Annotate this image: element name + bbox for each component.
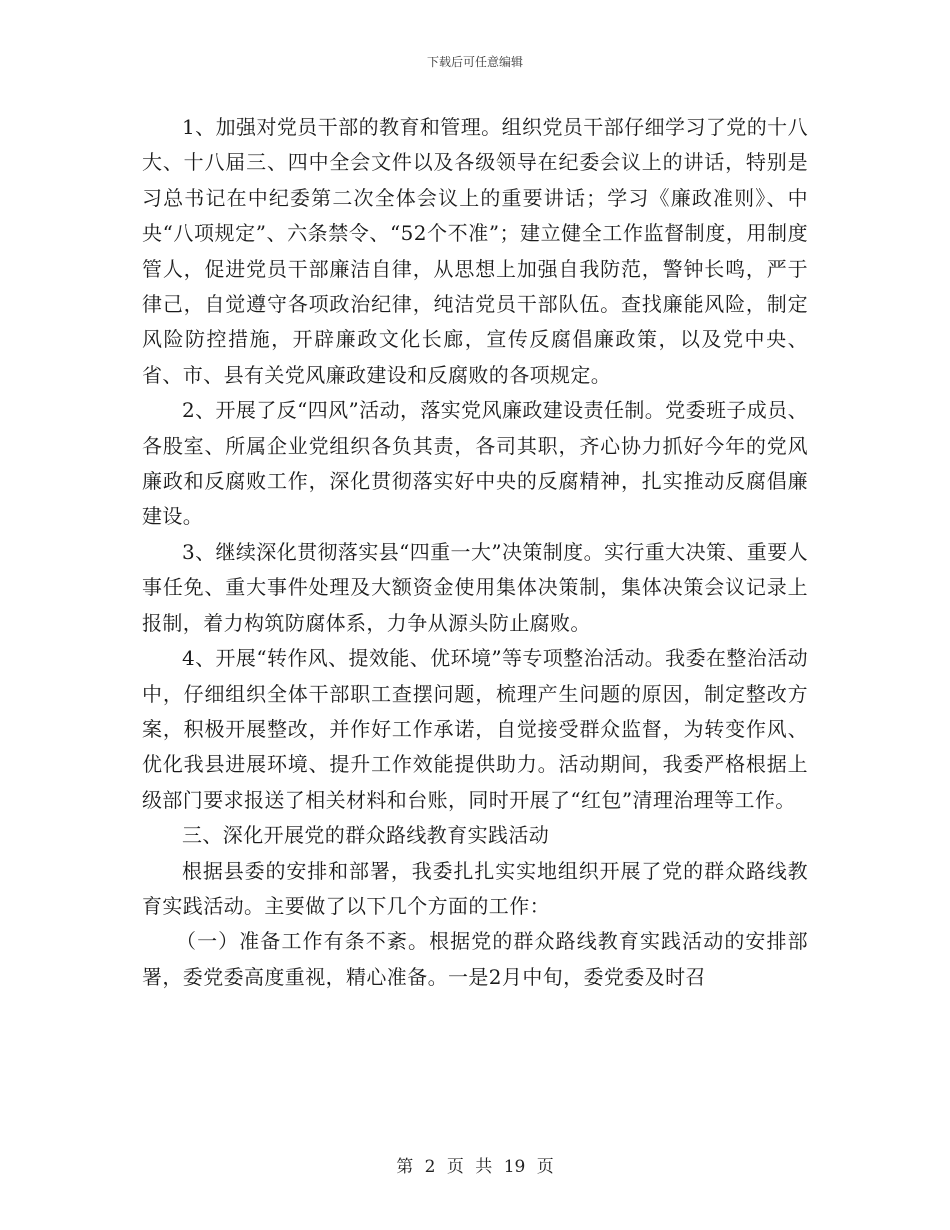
section-heading: 三、深化开展党的群众路线教育实践活动 <box>182 823 550 848</box>
page-header: 下载后可任意编辑 <box>426 55 523 69</box>
paragraph-2: 2、开展了反“四风”活动，落实党风廉政建设责任制。党委班子成员、各股室、所属企业党组织各负其责，各司其职，齐心协力抓好今年的党风廉政和反腐败工作，深化贯彻落实好中央的反腐精神，扎实推动反腐倡廉建设。 <box>142 398 808 529</box>
paragraph-1: 1、加强对党员干部的教育和管理。组织党员干部仔细学习了党的十八大、十八届三、四中全会文件以及各级领导在纪委会议上的讲话，特别是习总书记在中纪委第二次全体会议上的重要讲话；学习《廉政准则》、中央“八项规定”、六条禁令、“52个不准”；建立健全工作监督制度，用制度管人，促进党员干部廉洁自律，从思想上加强自我防范，警钟长鸣，严于律己，自觉遵守各项政治纪律，纯洁党员干部队伍。查找廉能风险，制定风险防控措施，开辟廉政文化长廊，宣传反腐倡廉政策，以及党中央、省、市、县有关党风廉政建设和反腐败的各项规定。 <box>142 115 808 387</box>
paragraph-6: （一）准备工作有条不紊。根据党的群众路线教育实践活动的安排部署，委党委高度重视，精心准备。一是2月中旬，委党委及时召 <box>142 929 808 989</box>
page-footer: 第 2 页 共 19 页 <box>396 1157 554 1177</box>
paragraph-4: 4、开展“转作风、提效能、优环境”等专项整治活动。我委在整治活动中，仔细组织全体干部职工查摆问题，梳理产生问题的原因，制定整改方案，积极开展整改，并作好工作承诺，自觉接受群众监督，为转变作风、优化我县进展环境、提升工作效能提供助力。活动期间，我委严格根据上级部门要求报送了相关材料和台账，同时开展了“红包”清理治理等工作。 <box>142 646 808 812</box>
paragraph-5: 根据县委的安排和部署，我委扎扎实实地组织开展了党的群众路线教育实践活动。主要做了以下几个方面的工作： <box>142 858 808 918</box>
paragraph-3: 3、继续深化贯彻落实县“四重一大”决策制度。实行重大决策、重要人事任免、重大事件处理及大额资金使用集体决策制，集体决策会议记录上报制，着力构筑防腐体系，力争从源头防止腐败。 <box>142 539 808 635</box>
document-body <box>142 110 808 995</box>
